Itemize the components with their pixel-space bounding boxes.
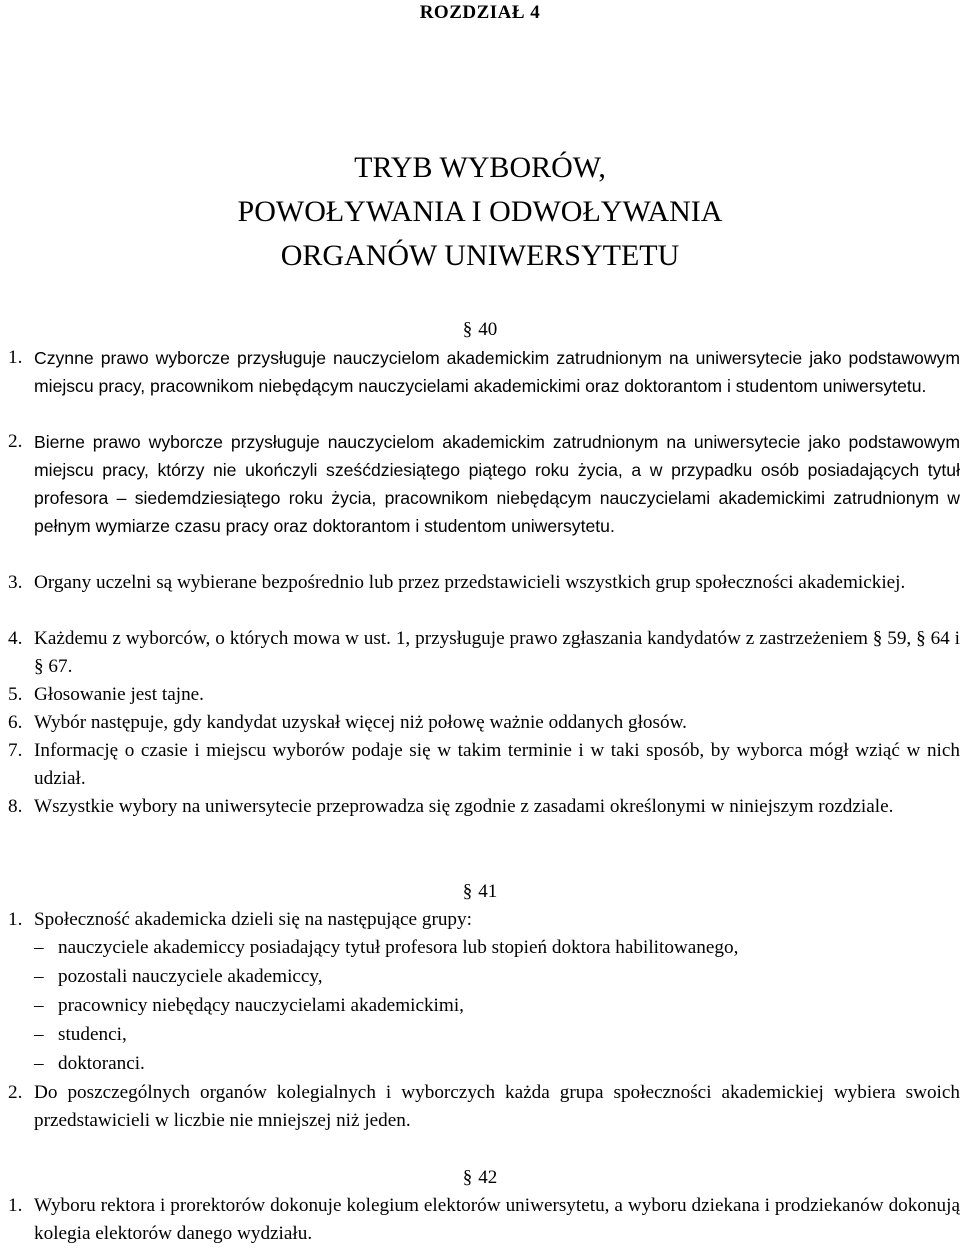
- section-heading-42: [0, 1164, 960, 1192]
- section-heading-40: [0, 316, 960, 344]
- section-sign: §: [462, 319, 473, 340]
- item-number: 2.: [8, 431, 23, 452]
- paragraph-item: [8, 1079, 960, 1135]
- section-heading-41: [0, 878, 960, 906]
- item-text: Wyboru rektora i prorektorów dokonuje kolegium elektorów uniwersytetu, a wyboru dziekana i prodziekanów dokonują kolegia elektorów danego wydziału.: [34, 1195, 960, 1244]
- item-text: Głosowanie jest tajne.: [34, 684, 204, 705]
- paragraph-item: [8, 906, 960, 934]
- dash-bullet: –: [34, 1053, 44, 1074]
- group-list-item: [34, 963, 323, 991]
- paragraph-item: [8, 569, 960, 597]
- dash-bullet: –: [34, 966, 44, 987]
- chapter-title-line: POWOŁYWANIA I ODWOŁYWANIA: [237, 195, 723, 228]
- paragraph-item: [8, 1192, 960, 1248]
- paragraph-item: [8, 737, 960, 793]
- chapter-title-line: ORGANÓW UNIWERSYTETU: [280, 239, 680, 272]
- group-list-item: [34, 1050, 145, 1078]
- section-number: 41: [478, 881, 498, 902]
- paragraph-item: [8, 428, 960, 540]
- chapter-title-line: TRYB WYBORÓW,: [354, 151, 606, 184]
- item-number: 4.: [8, 628, 23, 649]
- dash-bullet: –: [34, 995, 44, 1016]
- group-list-item: [34, 1021, 127, 1049]
- item-text: Wybór następuje, gdy kandydat uzyskał więcej niż połowę ważnie oddanych głosów.: [34, 712, 687, 733]
- section-sign: §: [462, 881, 473, 902]
- group-list-item: [34, 992, 464, 1020]
- item-number: 3.: [8, 572, 23, 593]
- group-text: pozostali nauczyciele akademiccy,: [58, 966, 323, 987]
- item-number: 5.: [8, 684, 23, 705]
- item-number: 7.: [8, 740, 23, 761]
- item-number: 1.: [8, 347, 23, 368]
- item-number: 1.: [8, 909, 23, 930]
- group-text: studenci,: [58, 1024, 127, 1045]
- item-text: Czynne prawo wyborcze przysługuje nauczycielom akademickim zatrudnionym na uniwersytecie jako podstawowym miejscu pracy, pracownikom niebędącym nauczycielami akademickimi oraz doktorantom i studentom uniwersytetu.: [34, 348, 960, 396]
- group-list-item: [34, 934, 738, 962]
- paragraph-item: [8, 344, 960, 400]
- section-number: 42: [478, 1167, 498, 1188]
- group-text: pracownicy niebędący nauczycielami akademickimi,: [58, 995, 464, 1016]
- item-text: Do poszczególnych organów kolegialnych i wyborczych każda grupa społeczności akademickiej wybiera swoich przedstawicieli w liczbie nie mniejszej niż jeden.: [34, 1082, 960, 1131]
- dash-bullet: –: [34, 1024, 44, 1045]
- paragraph-item: [8, 625, 960, 681]
- item-number: 2.: [8, 1082, 23, 1103]
- item-text: Bierne prawo wyborcze przysługuje nauczycielom akademickim zatrudnionym na uniwersytecie jako podstawowym miejscu pracy, którzy nie ukończyli sześćdziesiątego piątego roku życia, a w przypadku osób posiadających tytuł profesora – siedemdziesiątego roku życia, pracownikom niebędącym nauczycielami akademickimi zatrudnionym w pełnym wymiarze czasu pracy oraz doktorantom i studentom uniwersytetu.: [34, 432, 960, 536]
- section-number: 40: [478, 319, 498, 340]
- item-text: Organy uczelni są wybierane bezpośrednio lub przez przedstawicieli wszystkich grup społeczności akademickiej.: [34, 572, 906, 593]
- paragraph-item: [8, 681, 960, 709]
- item-text: Każdemu z wyborców, o których mowa w ust. 1, przysługuje prawo zgłaszania kandydatów z zastrzeżeniem § 59, § 64 i § 67.: [34, 628, 960, 677]
- item-number: 6.: [8, 712, 23, 733]
- item-number: 8.: [8, 796, 23, 817]
- paragraph-item: [8, 793, 960, 821]
- chapter-title: [0, 146, 960, 278]
- item-number: 1.: [8, 1195, 23, 1216]
- section-sign: §: [462, 1167, 473, 1188]
- item-text: Informację o czasie i miejscu wyborów podaje się w takim terminie i w taki sposób, by wyborca mógł wziąć w nich udział.: [34, 740, 960, 789]
- dash-bullet: –: [34, 937, 44, 958]
- item-text: Społeczność akademicka dzieli się na następujące grupy:: [34, 909, 472, 930]
- item-text: Wszystkie wybory na uniwersytecie przeprowadza się zgodnie z zasadami określonymi w niniejszym rozdziale.: [34, 796, 894, 817]
- paragraph-item: [8, 709, 960, 737]
- chapter-heading: ROZDZIAŁ 4: [419, 2, 541, 23]
- group-text: nauczyciele akademiccy posiadający tytuł profesora lub stopień doktora habilitowanego,: [58, 937, 739, 958]
- group-text: doktoranci.: [58, 1053, 145, 1074]
